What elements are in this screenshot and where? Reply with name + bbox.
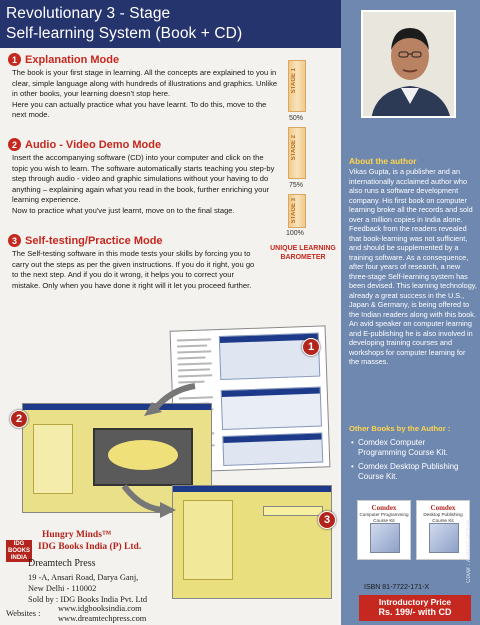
book-subtitle: Desktop Publishing Course Kit [423,512,463,523]
stage-label: STAGE 3 [291,198,297,224]
publisher-name: IDG Books India (P) Ltd. [38,542,142,552]
book-subtitle: Computer Programming Course Kit [359,512,409,523]
section-number-badge: 3 [8,234,21,247]
section-number-badge: 1 [8,53,21,66]
stage-percent: 75% [289,182,304,189]
header-title-line2: Self-learning System (Book + CD) [6,25,243,42]
book-box-graphic [370,523,400,553]
price-label: Introductory Price [378,597,452,607]
curved-arrow-icon [118,480,178,520]
stage-percent: 100% [286,230,304,237]
price-value: Rs. 199/- with CD [378,607,452,617]
author-photo [361,10,456,118]
stage-label: STAGE 2 [291,135,297,161]
book-cover-programming [357,500,411,560]
address-line: New Delhi - 110002 [28,584,97,593]
page-header [0,0,341,48]
imprint-name: Hungry Minds™ [42,530,112,540]
website-link[interactable]: www.idgbooksindia.com [58,604,142,613]
about-author-heading: About the author [349,156,417,166]
section-title-text: Explanation Mode [25,53,120,66]
press-name: Dreamtech Press [28,558,96,569]
caption-line: BAROMETER [280,254,326,261]
section-title-text: Self-testing/Practice Mode [25,234,163,247]
section-text-audio-video [12,153,280,217]
section-paragraph-2: Here you can actually practice what you have learnt. To do this, move to the next mode. [12,99,267,120]
section-title-text: Audio - Video Demo Mode [25,138,162,151]
barometer-caption [258,244,348,262]
header-title-line1: Revolutionary 3 - Stage [6,5,171,22]
section-number-badge: 2 [8,138,21,151]
caption-line: UNIQUE LEARNING [270,245,336,252]
stage-label: STAGE 1 [291,68,297,94]
section-text-self-testing [12,249,262,291]
stage-percent: 50% [289,115,304,122]
sold-by: Sold by : IDG Books India Pvt. Ltd [28,595,148,604]
price-badge [359,595,471,621]
section-title-explanation [8,53,119,66]
book-cover-dtp [416,500,470,560]
step-marker-3: 3 [318,511,336,529]
other-book-item: • Comdex Computer Programming Course Kit. [352,438,474,458]
section-title-audio-video [8,138,161,151]
step-marker-1: 1 [302,338,320,356]
curved-arrow-icon [140,380,200,420]
book-brand: Comdex [371,504,397,512]
publisher-info [6,530,336,625]
section-text-explanation [12,68,280,121]
other-book-item: • Comdex Desktop Publishing Course Kit. [352,462,474,482]
learning-barometer [280,60,324,240]
section-paragraph: The book is your first stage in learning. All the concepts are explained to you in clear, simple language along with hundreds of illustrations and graphics. Unlike in other books, your learning doesn't stop here. [12,68,278,99]
address-line: 19 -A, Ansari Road, Darya Ganj, [28,573,139,582]
other-books-heading: Other Books by the Author : [349,424,451,433]
isbn: ISBN 81-7722-171-X [364,584,429,591]
website-link[interactable]: www.dreamtechpress.com [58,614,147,623]
step-marker-2: 2 [10,410,28,428]
section-paragraph: The Self-testing software in this mode tests your skills by forcing you to carry out the steps as per the given instructions. If you do it right, you go to the next step. And if you do it wrong, it helps you to correct your mistake. Only when you have done it right will it let you proceed further. [12,249,255,290]
idg-logo: IDG BOOKS INDIA [7,541,30,561]
section-title-self-testing [8,234,163,247]
book-box-graphic [429,523,459,553]
section-paragraph: Insert the accompanying software (CD) into your computer and click on the topic you wish to learn. The software automatically starts teaching you step-by step through audio - video and graphic simulations without your having to do anything – explaining again what you read in the book, further enriching your learning experience. [12,153,275,205]
section-paragraph-2: Now to practice what you've just learnt, move on to the final stage. [12,205,235,215]
websites-label: Websites : [6,609,41,618]
about-author-text: Vikas Gupta, is a publisher and an internationally acclaimed author who also runs a software development company. His first book on computer learning broke all the records and sold over a million copies in India alone. Feedback from the readers revealed that book-learning was not sufficient, and should be supplemented by a training software. As a consequence, after four years of research, a new three-stage Self-learning system has been devised. This learning technology, already a great success in the U.S., Japan & Germany, is being offered to the Indian readers along with this book. An avid speaker on computer learning and E-publishing he is also involved in developing training courses and workshops for computer learning for the masses. [349,167,477,366]
edge-text: Cover : Author's Picture [466,520,472,583]
book-brand: Comdex [430,504,456,512]
